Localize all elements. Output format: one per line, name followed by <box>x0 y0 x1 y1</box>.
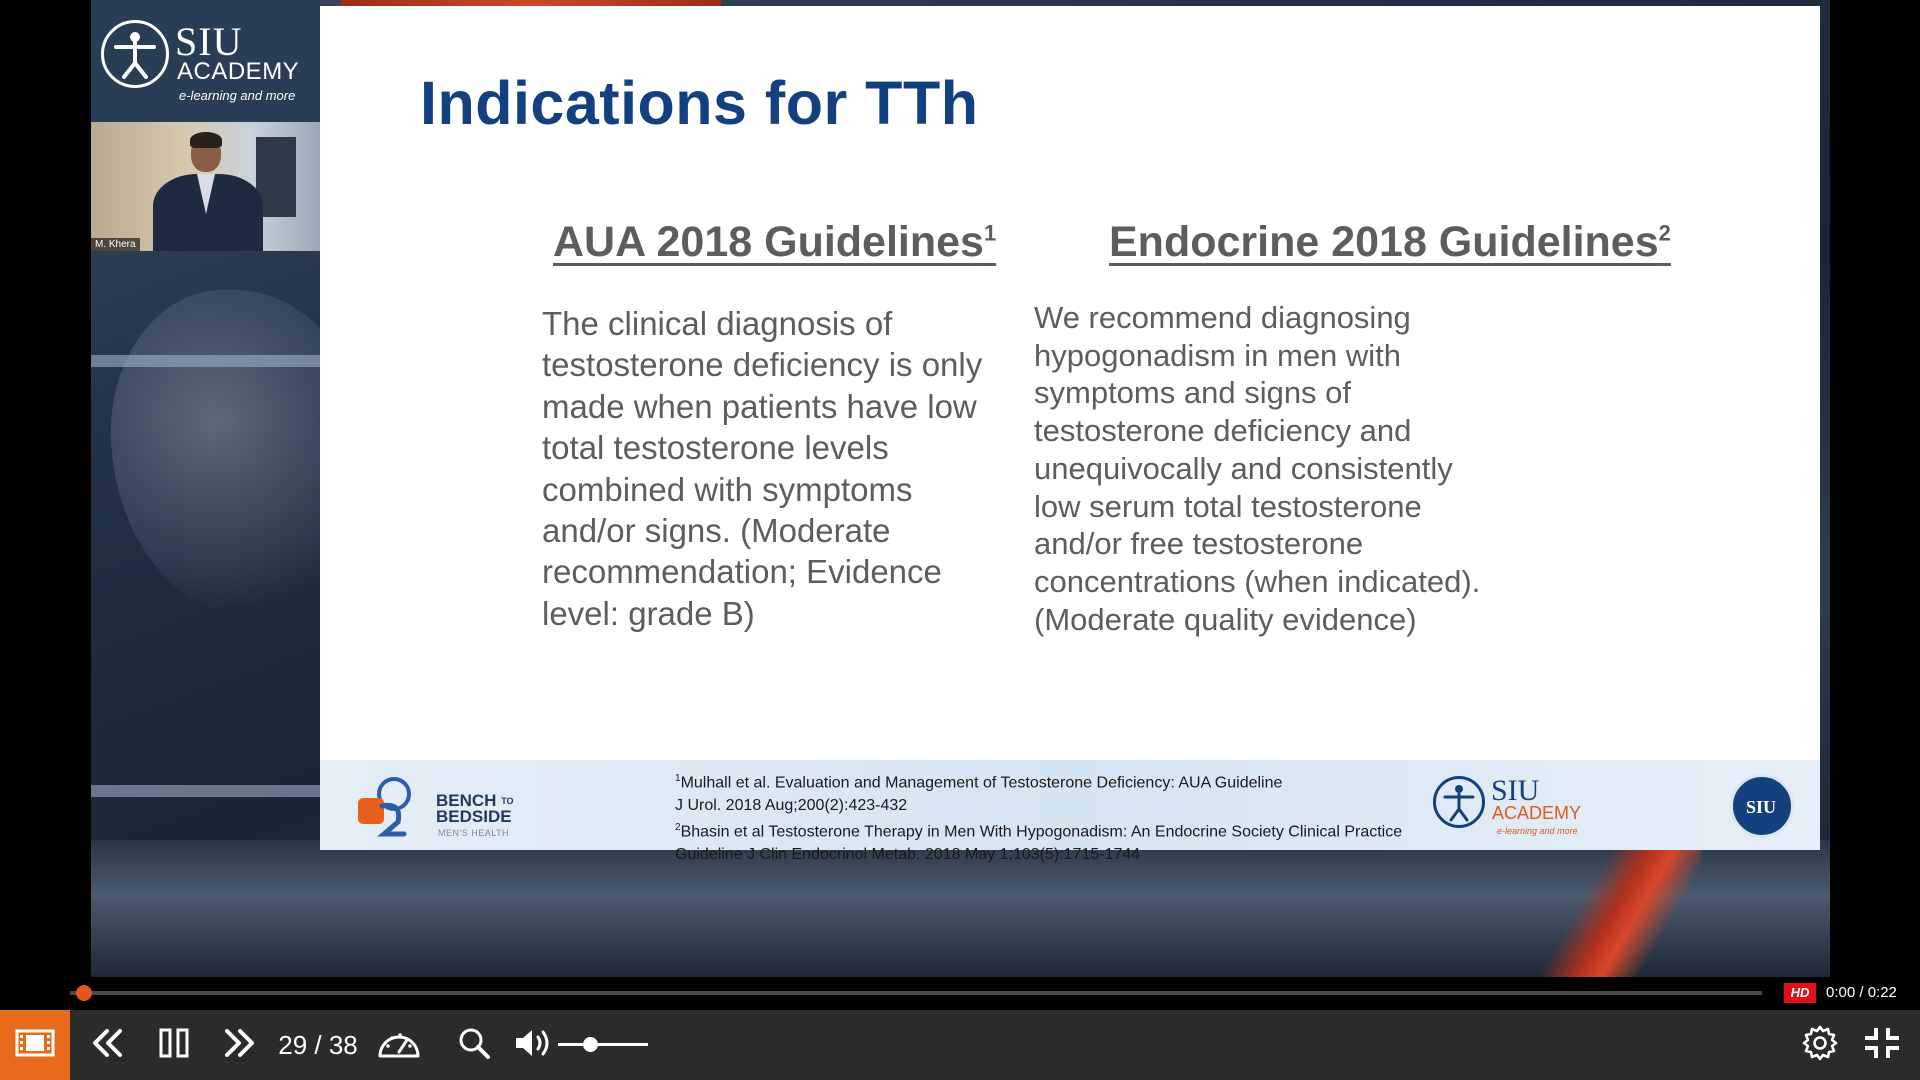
siu-brand-text: SIU <box>175 19 243 64</box>
pause-icon <box>158 1028 190 1063</box>
seal-text: SIU <box>1746 797 1777 817</box>
playback-speed-button[interactable] <box>374 1010 424 1080</box>
slide-footer <box>320 760 1820 864</box>
vitruvian-man-icon <box>1433 776 1485 828</box>
double-chevron-left-icon <box>89 1028 125 1063</box>
background-stripe <box>91 785 321 797</box>
siu-seal-logo <box>1730 774 1794 838</box>
control-bar <box>0 1010 1920 1080</box>
endocrine-guidelines-text: We recommend diagnosing hypogonadism in men with symptoms and signs of testosterone deficiency and unequivocally and consistently low serum total testosterone and/or free testosterone concentrations (when indicated). (Moderate quality evidence) <box>1034 300 1481 637</box>
reference-mark: 2 <box>675 822 681 834</box>
reference-mark: 2 <box>1658 220 1671 246</box>
film-strip-icon <box>15 1028 55 1063</box>
reference-text: Mulhall et al. Evaluation and Management of Testosterone Deficiency: AUA Guideline <box>680 774 1283 792</box>
pause-button[interactable] <box>152 1010 196 1080</box>
presentation-slide <box>320 6 1820 864</box>
endocrine-guidelines-heading <box>1109 218 1671 267</box>
siu-footer-academy: ACADEMY <box>1492 803 1582 823</box>
exit-fullscreen-button[interactable] <box>1858 1010 1906 1080</box>
reference-line <box>675 795 1402 818</box>
presenter-webcam <box>91 122 320 251</box>
heading-text: Endocrine 2018 Guidelines <box>1109 218 1659 266</box>
time-display: 0:00 / 0:22 <box>1826 984 1897 1001</box>
tagline: e-learning and more <box>179 88 296 103</box>
reference-line <box>675 844 1402 867</box>
bedside-label: BEDSIDE <box>436 807 512 826</box>
volume-button[interactable] <box>511 1010 555 1080</box>
next-slide-button[interactable] <box>218 1010 262 1080</box>
previous-slide-button[interactable] <box>85 1010 129 1080</box>
search-icon <box>457 1026 491 1065</box>
bench-label: BENCH <box>436 791 497 810</box>
volume-knob[interactable] <box>583 1037 598 1052</box>
bench-to-bedside-logo-icon <box>354 776 424 838</box>
speedometer-icon <box>376 1026 422 1065</box>
reference-text: J Urol. 2018 Aug;200(2):423-432 <box>675 796 908 814</box>
settings-button[interactable] <box>1796 1010 1844 1080</box>
double-chevron-right-icon <box>222 1028 258 1063</box>
slide-title: Indications for TTh <box>420 69 979 137</box>
reference-text: Guideline J Clin Endocrinol Metab. 2018 May 1;103(5):1715-1744 <box>675 846 1141 864</box>
search-button[interactable] <box>452 1010 496 1080</box>
presenter-name: M. Khera <box>91 238 140 251</box>
to-label: TO <box>501 796 514 806</box>
academy-text: ACADEMY <box>177 58 300 85</box>
background-decoration <box>1541 840 1701 977</box>
reference-line <box>675 768 1402 795</box>
siu-footer-brand: SIU <box>1491 774 1540 807</box>
slide-counter: 29 / 38 <box>278 1029 358 1060</box>
speaker-icon <box>513 1027 553 1064</box>
exit-fullscreen-icon <box>1863 1026 1901 1065</box>
presenter-figure <box>190 132 222 148</box>
hd-badge[interactable]: HD <box>1784 983 1816 1003</box>
heading-text: AUA 2018 Guidelines <box>553 218 984 266</box>
vitruvian-man-icon <box>101 20 169 88</box>
slides-menu-button[interactable] <box>0 1010 70 1080</box>
aua-guidelines-text: The clinical diagnosis of testosterone deficiency is only made when patients have low total testosterone levels combined with symptoms and/or signs. (Moderate recommendation; Evidence level: grade B) <box>542 305 983 632</box>
reference-line <box>675 817 1402 844</box>
video-frame[interactable] <box>91 0 1830 977</box>
reference-text: Bhasin et al Testosterone Therapy in Men With Hypogonadism: An Endocrine Society Clinical Practice <box>680 823 1403 841</box>
reference-mark: 1 <box>983 220 997 246</box>
progress-handle[interactable] <box>76 985 92 1001</box>
reference-mark: 1 <box>675 773 681 784</box>
siu-footer-tagline: e-learning and more <box>1497 826 1578 836</box>
aua-guidelines-heading <box>553 218 996 267</box>
references <box>675 768 1402 867</box>
background-stripe <box>91 355 321 367</box>
mens-health-label: MEN'S HEALTH <box>438 828 510 838</box>
siu-academy-logo <box>91 0 320 122</box>
progress-bar[interactable] <box>70 991 1762 995</box>
volume-slider[interactable] <box>558 1043 648 1046</box>
bench-to-bedside-text <box>436 793 514 825</box>
gear-icon <box>1801 1024 1839 1067</box>
